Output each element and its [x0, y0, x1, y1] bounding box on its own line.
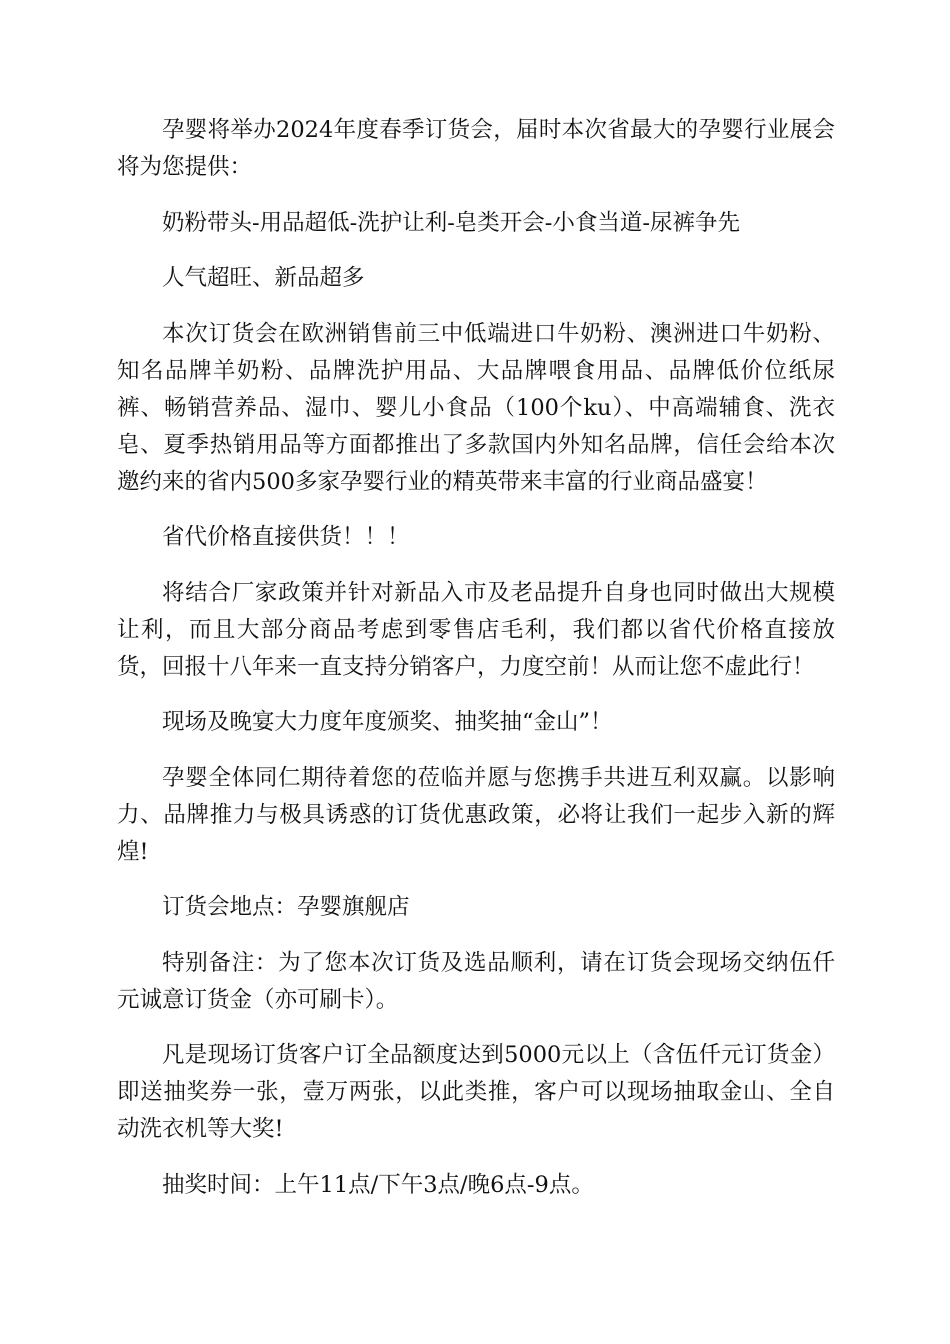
- paragraph-invitation: 孕婴全体同仁期待着您的莅临并愿与您携手共进互利双赢。以影响力、品牌推力与极具诱惑的订货优惠政策，必将让我们一起步入新的辉煌!: [117, 764, 835, 865]
- paragraph-discount-policy: 将结合厂家政策并针对新品入市及老品提升自身也同时做出大规模让利，而且大部分商品考虑到零售店毛利，我们都以省代价格直接放货，回报十八年来一直支持分销客户，力度空前！从而让您不虚此行！: [117, 579, 835, 680]
- paragraph-lottery-time: 抽奖时间：上午11点/下午3点/晚6点-9点。: [162, 1171, 594, 1198]
- paragraph-awards: 现场及晚宴大力度年度颁奖、抽奖抽“金山”！: [162, 709, 613, 735]
- paragraph-direct-supply: 省代价格直接供货！！！: [162, 524, 410, 550]
- paragraph-slogan: 奶粉带头-用品超低-洗护让利-皂类开会-小食当道-尿裤争先: [162, 209, 741, 236]
- document-body: [117, 112, 835, 1222]
- paragraph-special-note: 特别备注：为了您本次订货及选品顺利，请在订货会现场交纳伍仟元诚意订货金（亦可刷卡）。: [117, 949, 835, 1013]
- paragraph-lottery-rules: 凡是现场订货客户订全品额度达到5000元以上（含伍仟元订货金）即送抽奖券一张，壹万两张，以此类推，客户可以现场抽取金山、全自动洗衣机等大奖!: [117, 1042, 835, 1142]
- paragraph-announcement: 孕婴将举办2024年度春季订货会，届时本次省最大的孕婴行业展会将为您提供：: [117, 117, 835, 180]
- paragraph-popularity: 人气超旺、新品超多: [162, 265, 365, 291]
- paragraph-product-range: 本次订货会在欧洲销售前三中低端进口牛奶粉、澳洲进口牛奶粉、知名品牌羊奶粉、品牌洗护用品、大品牌喂食用品、品牌低价位纸尿裤、畅销营养品、湿巾、婴儿小食品（100个ku）、中高端辅食、洗衣皂、夏季热销用品等方面都推出了多款国内外知名品牌，信任会给本次邀约来的省内500多家孕婴行业的精英带来丰富的行业商品盛宴！: [117, 320, 835, 495]
- paragraph-venue: 订货会地点：孕婴旗舰店: [162, 894, 410, 920]
